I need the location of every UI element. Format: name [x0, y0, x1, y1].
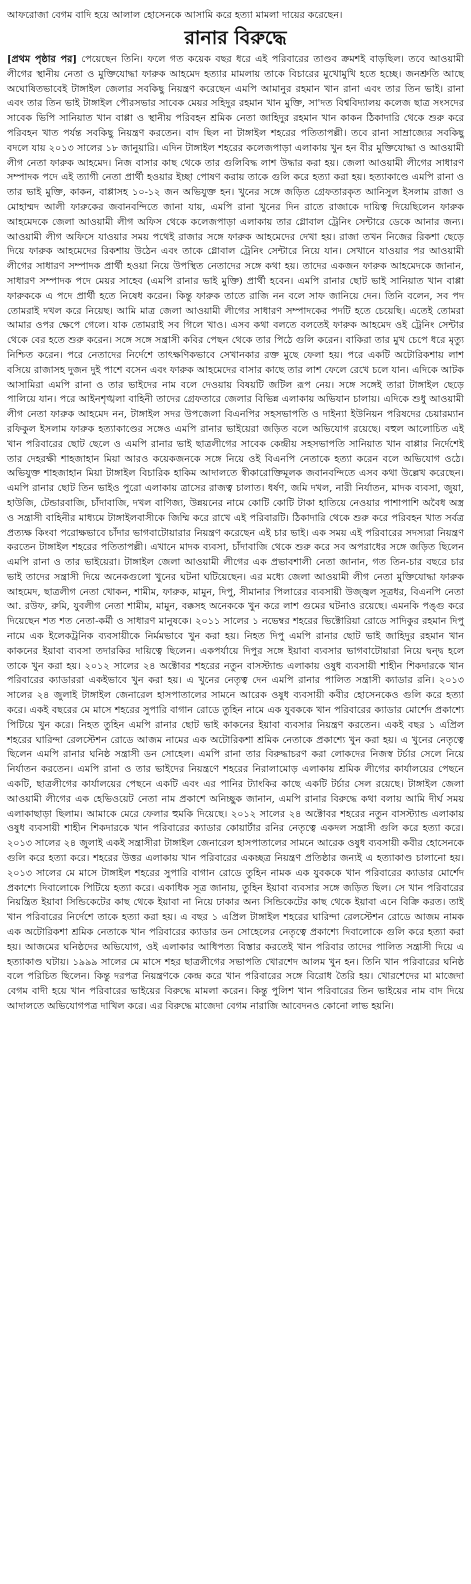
article-body-text: পেয়েছেন তিনি। ফলে গত কয়েক বছর ধরে এই পরিবারের তাণ্ডব ক্রমশই বাড়ছিল। তবে আওয়ামী লীগের স্থানীয় নেতা ও মুক্তিযোদ্ধা ফারুক আহমেদ হত্যার মামলায় তাকে বিচারের মুখোমুখি হতে হচ্ছে। জনশ্রুতি আছে অঘোষিতভাবেই টাঙ্গাইল জেলার সবকিছু নিয়ন্ত্রণ করেছেন এমপি আমানুর রহমান খান রানা এবং তার তিন ভাই। রানা এবং তার তিন ভাই টাঙ্গাইল পৌরসভার সাবেক মেয়র সহিদুর রহমান খান মুক্তি, সা'দত বিশ্ববিদ্যালয় কলেজ ছাত্র সংসদের সাবেক ভিপি সানিয়াত খান বাপ্পা ও স্থানীয় পরিবহন শ্রমিক নেতা জাহিদুর রহমান খান কাকন ঠিকাদারি থেকে শুরু করে পরিবহন খাত পর্যন্ত সবকিছু নিয়ন্ত্রণ করতেন। বাদ ছিল না টাঙ্গাইল শহরের পতিতাপল্লী। তবে রানা সাম্রাজ্যের সবকিছু বদলে যায় ২০১৩ সালের ১৮ জানুয়ারি। এদিন টাঙ্গাইল শহরের কলেজপাড়া এলাকায় খুন হন বীর মুক্তিযোদ্ধা ও আওয়ামী লীগ নেতা ফারুক আহমেদ। নিজ বাসার কাছ থেকে তার গুলিবিদ্ধ লাশ উদ্ধার করা হয়। জেলা আওয়ামী লীগের সাধারণ সম্পাদক পদে এই ত্যাগী নেতা প্রার্থী হওয়ার ইচ্ছা পোষণ করায় তাকে গুলি করে হত্যা করা হয়। হত্যাকাণ্ডে এমপি রানা ও তার ভাই মুক্তি, কাকন, বাপ্পাসহ ১০-১২ জন অভিযুক্ত হন। খুনের সঙ্গে জড়িত গ্রেফতারকৃত আনিসুল ইসলাম রাজা ও মোহাম্মদ আলী ফারুকের জবানবন্দিতে জানা যায়, এমপি রানা খুনের দিন রাতে রাজাকে দায়িত্ব দিয়েছিলেন ফারুক আহমেদকে জেলা আওয়ামী লীগ অফিস থেকে কলেজপাড়া এলাকায় তার গ্লোবাল ট্রেনিং সেন্টারে ডেকে আনার জন্য। আওয়ামী লীগ অফিসে যাওয়ার সময় পথেই রাজার সঙ্গে ফারুক আহমেদের দেখা হয়। রাজা তখন নিজের রিকশা ছেড়ে দিয়ে ফারুক আহমেদের রিকশায় উঠেন এবং তাকে গ্লোবাল ট্রেনিং সেন্টারে নিয়ে যান। সেখানে যাওয়ার পর আওয়ামী লীগের সাধারণ সম্পাদক প্রার্থী হওয়া নিয়ে উপস্থিত নেতাদের সঙ্গে কথা হয়। তাদের একজন ফারুক আহমেদকে জানান, সাধারণ সম্পাদক পদে মেয়র সাহেব (এমপি রানার ভাই মুক্তি) প্রার্থী হবেন। এমপি রানার ছোট ভাই সানিয়াত খান বাপ্পা ফারুককে এ পদে প্রার্থী হতে নিষেধ করেন। কিন্তু ফারুক তাতে রাজি নন বলে সাফ জানিয়ে দেন। তিনি বলেন, সব পদ তোমরাই দখল করে নিয়েছ। আমি মাত্র জেলা আওয়ামী লীগের সাধারণ সম্পাদকের পদটি হতে চেয়েছি। এতেই তোমরা আমার ওপর ক্ষেপে গেলে। যাক তোমরাই সব গিলে খাও। এসব কথা বলতে বলতেই ফারুক আহমেদ ওই ট্রেনিং সেন্টার থেকে বের হতে শুরু করেন। সঙ্গে সঙ্গে সন্ত্রাসী কবির পেছন থেকে তার পিঠে গুলি করেন। বাকিরা তার মুখ চেপে ধরে মৃত্যু নিশ্চিত করেন। পরে নেতাদের নির্দেশে তাৎক্ষণিকভাবে সেখানকার রক্ত মুছে ফেলা হয়। পরে একটি অটোরিকশায় লাশ বসিয়ে রাজাসহ দুজন দুই পাশে বসেন এবং ফারুক আহমেদের বাসার কাছে তার লাশ ফেলে রেখে চলে যান। এদিকে আটক আসামিরা এমপি রানা ও তার ভাইদের নাম বলে দেওয়ায় বিষয়টি জটিল রূপ নেয়। সঙ্গে সঙ্গেই তারা টাঙ্গাইল ছেড়ে পালিয়ে যান। পরে আইনশৃঙ্খলা বাহিনী তাদের গ্রেফতারে জেলার বিভিন্ন এলাকায় অভিযান চালায়। এদিকে শুধু আওয়ামী লীগ নেতা ফারুক আহমেদ নন, টাঙ্গাইল সদর উপজেলা বিএনপির সহসভাপতি ও দাইন্যা ইউনিয়ন পরিষদের চেয়ারম্যান রফিকুল ইসলাম ফারুক হত্যাকাণ্ডের সঙ্গেও এমপি রানার ভাইয়েরা জড়িত বলে অভিযোগ রয়েছে। বহুল আলোচিত এই খান পরিবারের ছোট ছেলে ও এমপি রানার ভাই ছাত্রলীগের সাবেক কেন্দ্রীয় সহসভাপতি সানিয়াত খান বাপ্পার নির্দেশেই তার দেহরক্ষী শাহজাহান মিয়া আরও কয়েকজনকে সঙ্গে নিয়ে ওই বিএনপি নেতাকে হত্যা করেন বলে অভিযোগ ওঠে। অভিযুক্ত শাহজাহান মিয়া টাঙ্গাইল বিচারিক হাকিম আদালতে স্বীকারোক্তিমূলক জবানবন্দিতে এসব কথা উল্লেখ করেছেন। এমপি রানার ছোট তিন ভাইও পুরো এলাকায় ত্রাসের রাজত্ব চালাত। ধর্ষণ, জমি দখল, নারী নির্যাতন, মাদক ব্যবসা, জুয়া, হাউজি, টেন্ডারবাজি, চাঁদাবাজি, দখল বাণিজ্য, উন্নয়নের নামে কোটি কোটি টাকা হাতিয়ে নেওয়ার পাশাপাশি অবৈধ অস্ত্র ও সন্ত্রাসী বাহিনীর মাধ্যমে টাঙ্গাইলবাসীকে জিম্মি করে রাখে এই পরিবারটি। ঠিকাদারি থেকে শুরু করে পরিবহন খাত সর্বত্র প্রত্যক্ষ কিংবা পরোক্ষভাবে চাঁদার ভাগবাটোয়ারার নিয়ন্ত্রণ করেছেন এই চার ভাই। এক সময় এই পরিবারের সদস্যরা নিয়ন্ত্রণ করতেন টাঙ্গাইল শহরের পতিতাপল্লী। এখানে মাদক ব্যবসা, চাঁদাবাজি থেকে শুরু করে সব অপরাধের সঙ্গে জড়িত ছিলেন এমপি রানা ও তার ভাইয়েরা। টাঙ্গাইল জেলা আওয়ামী লীগের এক প্রভাবশালী নেতা জানান, গত তিন-চার বছরে চার ভাই তাদের সন্ত্রাসী দিয়ে অনেকগুলো খুনের ঘটনা ঘটিয়েছেন। এর মধ্যে জেলা আওয়ামী লীগ নেতা মুক্তিযোদ্ধা ফারুক আহমেদ, ছাত্রলীগ নেতা খোকন, শামীম, ফারুক, মামুন, দিপু, সীমানার পিলারের ব্যবসায়ী উজ্জ্বল সূত্রধর, বিএনপি নেতা আ. রউফ, রুমি, যুবলীগ নেতা শামীম, মামুন, বক্কসহ অনেককে খুন করে লাশ গুমের ঘটনাও রয়েছে। এমনকি পঙ্গু করে দিয়েছেন শত শত নেতা-কর্মী ও সাধারণ মানুষকে। ২০১১ সালের ১ নভেম্বর শহরের ভিক্টোরিয়া রোডে সাদিকুর রহমান দিপু নামে এক ইলেকট্রনিক ব্যবসায়ীকে নির্মমভাবে খুন করা হয়। নিহত দিপু এমপি রানার ছোট ভাই জাহিদুর রহমান খান কাকনের ইয়াবা ব্যবসা তদারকির দায়িত্বে ছিলেন। একপর্যায়ে দিপুর সঙ্গে ইয়াবা ব্যবসার ভাগবাটোয়ারা নিয়ে দ্বন্দ্ব হলে তাকে খুন করা হয়। ২০১২ সালের ২৪ অক্টোবর শহরের নতুন বাসস্ট্যান্ড এলাকায় ওষুধ ব্যবসায়ী শাহীন শিকদারকে খান পরিবারের ক্যাডাররা একইভাবে খুন করা হয়। এ খুনের নেতৃত্ব দেন এমপি রানার পালিত সন্ত্রাসী ক্যাডার রনি। ২০১৩ সালের ২৪ জুলাই টাঙ্গাইল জেনারেল হাসপাতালের সামনে আরেক ওষুধ ব্যবসায়ী কবীর হোসেনকেও গুলি করে হত্যা করে। একই বছরের মে মাসে শহরের সুপারি বাগান রোডে তুহিন নামে এক যুবককে খান পরিবারের ক্যাডার মোর্শেদ প্রকাশ্যে পিটিয়ে খুন করে। নিহত তুহিন এমপি রানার ছোট ভাই কাকনের ইয়াবা ব্যবসার নিয়ন্ত্রণ করতেন। একই বছর ১ এপ্রিল শহরের ঘারিন্দা রেলস্টেশন রোডে আজম নামের এক অটোরিকশা শ্রমিক নেতাকে প্রকাশ্যে খুন করা হয়। এ খুনের নেতৃত্বে ছিলেন এমপি রানার ঘনিষ্ঠ সন্ত্রাসী ডন সোহেল। এমপি রানা তার বিরুদ্ধাচরণ করা লোকদের নিজস্ব টর্চার সেলে নিয়ে নির্যাতন করতেন। এমপি রানা ও তার ভাইদের নিয়ন্ত্রণে শহরের নিরালামোড় এলাকায় শ্রমিক লীগের কার্যালয়ের পেছনে একটি, ছাত্রলীগের কার্যালয়ের পেছনে একটি এবং এর পানির ট্যাংকির কাছে একটি টর্চার সেল রয়েছে। টাঙ্গাইল জেলা আওয়ামী লীগের এক হেভিওয়েট নেতা নাম প্রকাশে অনিচ্ছুক জানান, এমপি রানার বিরুদ্ধে কথা বলায় আমি দীর্ঘ সময় এলাকাছাড়া ছিলাম। আমাকে মেরে ফেলার হুমকি দিয়েছে। ২০১২ সালের ২৪ অক্টোবর শহরের নতুন বাসস্ট্যান্ড এলাকায় ওষুধ ব্যবসায়ী শাহীন শিকদারকে খান পরিবারের ক্যাডার কোয়ার্টার রনির নেতৃত্বে একদল সন্ত্রাসী গুলি করে হত্যা করে। ২০১৩ সালের ২৪ জুলাই একই সন্ত্রাসীরা টাঙ্গাইল জেনারেল হাসপাতালের সামনে আরেক ওষুধ ব্যবসায়ী কবীর হোসেনকে গুলি করে হত্যা করে। শহরের উত্তর এলাকায় খান পরিবারের একচ্ছত্র নিয়ন্ত্রণ প্রতিষ্ঠার জন্যই এ হত্যাকাণ্ড চালানো হয়। ২০১৩ সালের মে মাসে টাঙ্গাইল শহরের সুপারি বাগান রোডে তুহিন নামক এক যুবককে খান পরিবারের ক্যাডার মোর্শেদ প্রকাশ্যে দিবালোকে পিটিয়ে হত্যা করে। একাধিক সূত্র জানায়, তুহিন ইয়াবা ব্যবসার সঙ্গে জড়িত ছিল। সে খান পরিবারের নিয়ন্ত্রিত ইয়াবা সিন্ডিকেটের কাছ থেকে ইয়াবা না নিয়ে ঢাকার অন্য সিন্ডিকেটের কাছ থেকে ইয়াবা এনে বিক্রি করত। তাই খান পরিবারের নির্দেশে তাকে হত্যা করা হয়। এ বছর ১ এপ্রিল টাঙ্গাইল শহরের ঘারিন্দা রেলস্টেশন রোডে আজম নামক এক অটোরিকশা শ্রমিক নেতাকে খান পরিবারের ক্যাডার ডন সোহেলের নেতৃত্বে প্রকাশ্যে দিবালোকে গুলি করে হত্যা করা হয়। আজমের ঘনিষ্ঠদের অভিযোগ, ওই এলাকার আধিপত্য বিস্তার করতেই খান পরিবার তাদের পালিত সন্ত্রাসী দিয়ে এ হত্যাকাণ্ড ঘটায়। ১৯৯৯ সালের মে মাসে শহর ছাত্রলীগের সভাপতি খোরশেদ আলম খুন হন। তিনি খান পরিবারের ঘনিষ্ঠ বলে পরিচিত ছিলেন। কিন্তু দরপত্র নিয়ন্ত্রণকে কেন্দ্র করে খান পরিবারের সঙ্গে বিরোধ তৈরি হয়। খোরশেদের মা মাজেদা বেগম বাদী হয়ে খান পরিবারের ভাইয়ের বিরুদ্ধে মামলা করেন। কিন্তু পুলিশ খান পরিবারের তিন ভাইয়ের নাম বাদ দিয়ে আদালতে অভিযোগপত্র দাখিল করে। এর বিরুদ্ধে মাজেদা বেগম নারাজি আবেদনও কোনো লাভ হয়নি। [7, 54, 465, 1012]
previous-article-last-line: আফরোজা বেগম বাদি হয়ে আলাল হোসেনকে আসামি করে হত্যা মামলা দায়ের করেছেন। [7, 10, 343, 21]
article-headline: রানার বিরুদ্ধে [184, 27, 287, 49]
article-body [7, 53, 464, 1015]
continued-label: [প্রথম পৃষ্ঠার পর] [7, 54, 77, 65]
